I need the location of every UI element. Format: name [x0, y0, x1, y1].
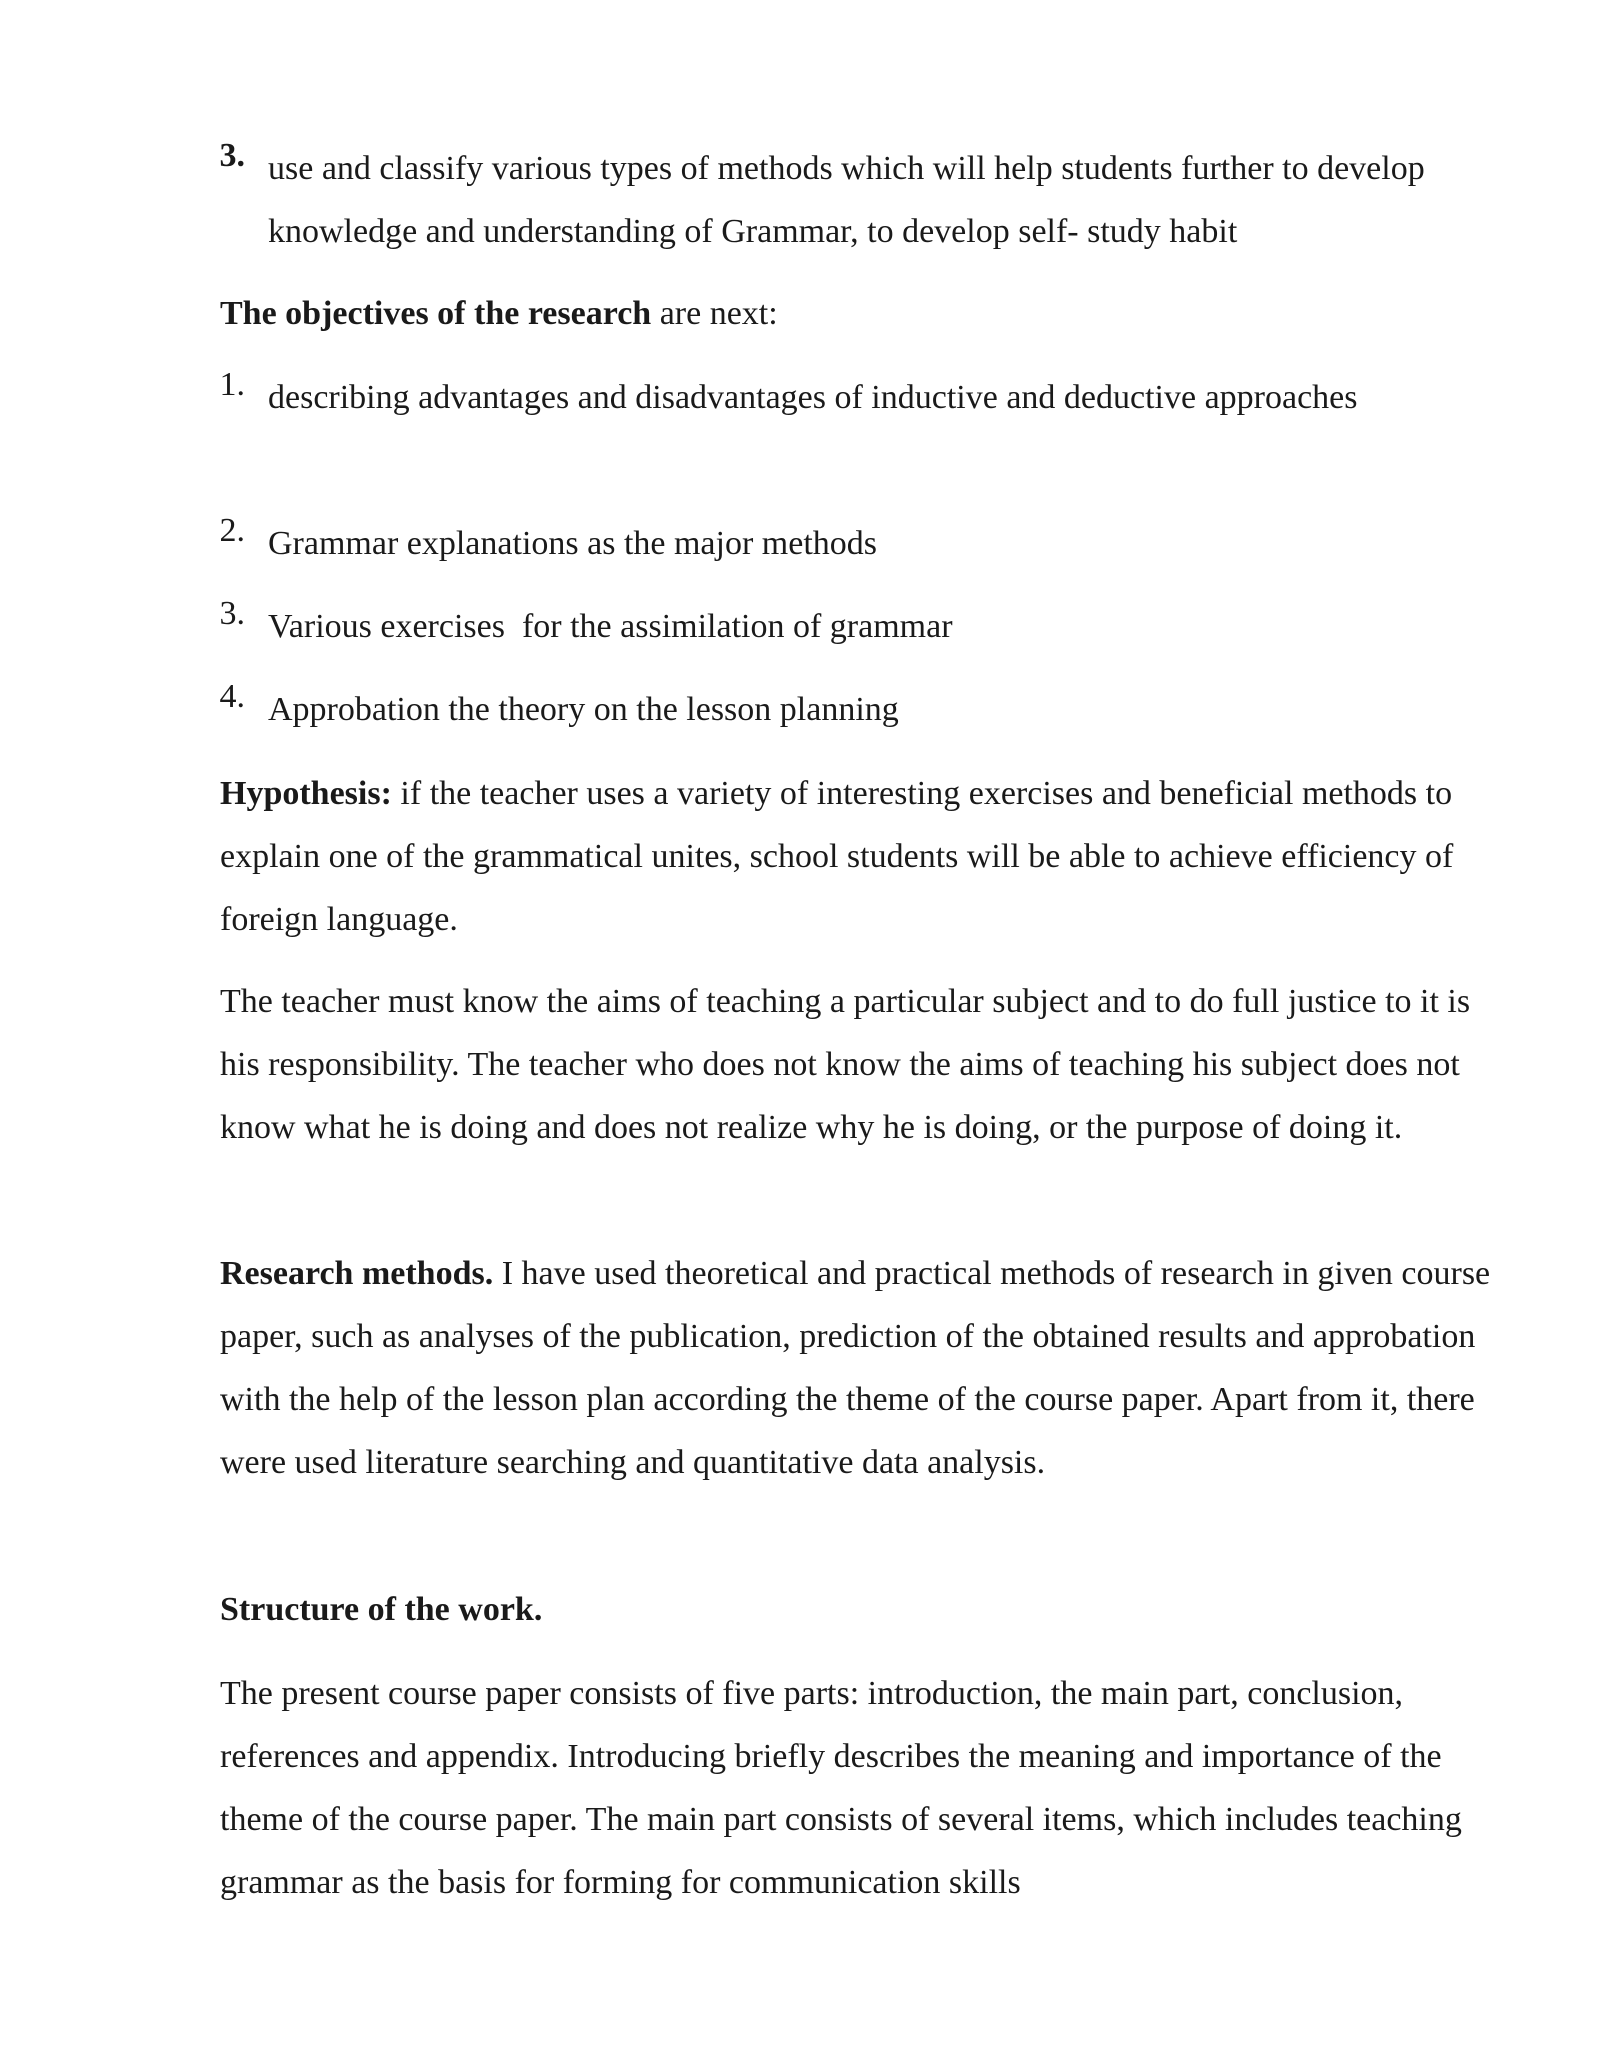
hypothesis-label: Hypothesis: [220, 775, 392, 812]
research-methods-paragraph [220, 1242, 1510, 1494]
objectives-heading [220, 282, 1510, 345]
objective-item-4 [219, 678, 1510, 741]
structure-heading [220, 1578, 1510, 1641]
list-item-number: 3. [219, 595, 245, 632]
teacher-paragraph: The teacher must know the aims of teaching a particular subject and to do full justice to it is his responsibility. The teacher who does not know the aims of teaching his subject does not know what he is doing and does not realize why he is doing, or the purpose of doing it. [220, 983, 1471, 1146]
research-methods-label: Research methods. [220, 1255, 494, 1292]
list-item-number: 2. [219, 512, 245, 549]
list-item-text: Approbation the theory on the lesson planning [268, 691, 899, 728]
list-item-text: Various exercises for the assimilation of grammar [268, 608, 953, 645]
objectives-heading-bold: The objectives of the research [220, 295, 652, 332]
objectives-heading-tail: are next: [651, 295, 778, 332]
list-item-number: 4. [219, 678, 245, 715]
hypothesis-text: if the teacher uses a variety of interesting exercises and beneficial methods to explain one of the grammatical unites, school students will be able to achieve efficiency of foreign language. [220, 775, 1454, 938]
objective-item-1 [219, 366, 1510, 429]
research-methods-text: I have used theoretical and practical methods of research in given course paper, such as analyses of the publication, prediction of the obtained results and approbation with the help of the lesson plan according the theme of the course paper. Apart from it, there were used literature searching and quantitative data analysis. [220, 1255, 1491, 1481]
structure-heading-bold: Structure of the work. [220, 1591, 543, 1628]
list-item-text: use and classify various types of methods which will help students further to develop knowledge and understanding of Grammar, to develop self- study habit [268, 150, 1425, 250]
structure-paragraph: The present course paper consists of five parts: introduction, the main part, conclusion, references and appendix. Introducing briefly describes the meaning and importance of the theme of the course paper. The main part consists of several items, which includes teaching grammar as the basis for forming for communication skills [220, 1675, 1462, 1901]
list-item-text: describing advantages and disadvantages of inductive and deductive approaches [268, 379, 1358, 416]
list-item-number: 1. [219, 366, 245, 403]
objective-item-2 [219, 512, 1510, 575]
hypothesis-paragraph [220, 762, 1510, 951]
objective-item-3 [219, 595, 1510, 658]
list-item-text: Grammar explanations as the major methods [268, 525, 877, 562]
continued-list-item [219, 137, 1510, 263]
list-item-number: 3. [219, 137, 245, 174]
